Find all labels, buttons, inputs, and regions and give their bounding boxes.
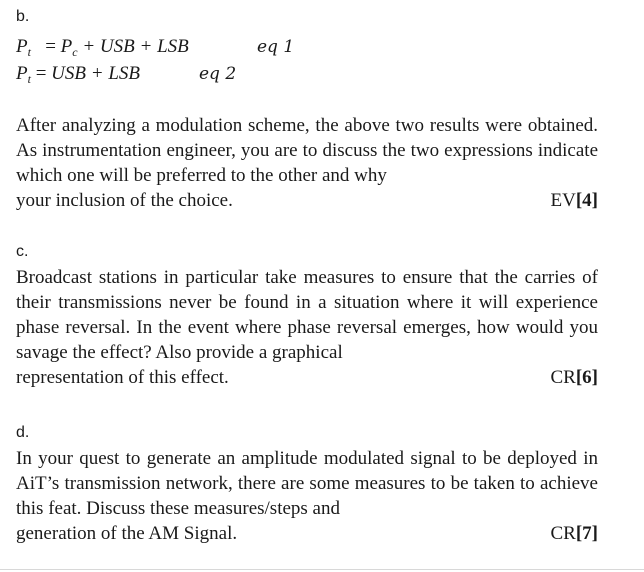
section-c-label: c. xyxy=(16,243,29,260)
section-b-last-line: your inclusion of the choice. xyxy=(16,190,233,211)
equation-1-tag: eq 1 xyxy=(257,37,295,57)
section-b-text: After analyzing a modulation scheme, the above two results were obtained. As instrumentation engineer, you are to discuss the two expressions indicate which one will be preferred to the other and why xyxy=(16,115,598,186)
section-d-mark: CR[7] xyxy=(550,523,598,544)
section-c-last-line: representation of this effect. xyxy=(16,367,229,388)
equation-2: $P_t$ = USB + LSB xyxy=(16,63,140,86)
section-b-mark: EV[4] xyxy=(550,190,598,211)
bottom-divider xyxy=(0,569,644,570)
section-d-label: d. xyxy=(16,424,30,441)
section-d-text: In your quest to generate an amplitude modulated signal to be deployed in AiT’s transmission network, there are some measures to be taken to achieve this feat. Discuss these measures/steps and xyxy=(16,448,598,519)
section-c-text: Broadcast stations in particular take measures to ensure that the carries of their transmissions never be found in a situation where it will experience phase reversal. In the event where phase reversal emerges, how would you savage the effect? Also provide a graphical xyxy=(16,267,598,363)
equation-2-tag: eq 2 xyxy=(199,64,237,84)
section-b-question xyxy=(16,113,598,213)
section-d-last-line: generation of the AM Signal. xyxy=(16,523,238,544)
section-b-label: b. xyxy=(16,8,30,25)
section-c-mark: CR[6] xyxy=(550,367,598,388)
section-d-question xyxy=(16,446,598,546)
equation-1: $P_t = P_c$ + USB + LSB xyxy=(16,36,189,59)
section-c-question xyxy=(16,265,598,390)
